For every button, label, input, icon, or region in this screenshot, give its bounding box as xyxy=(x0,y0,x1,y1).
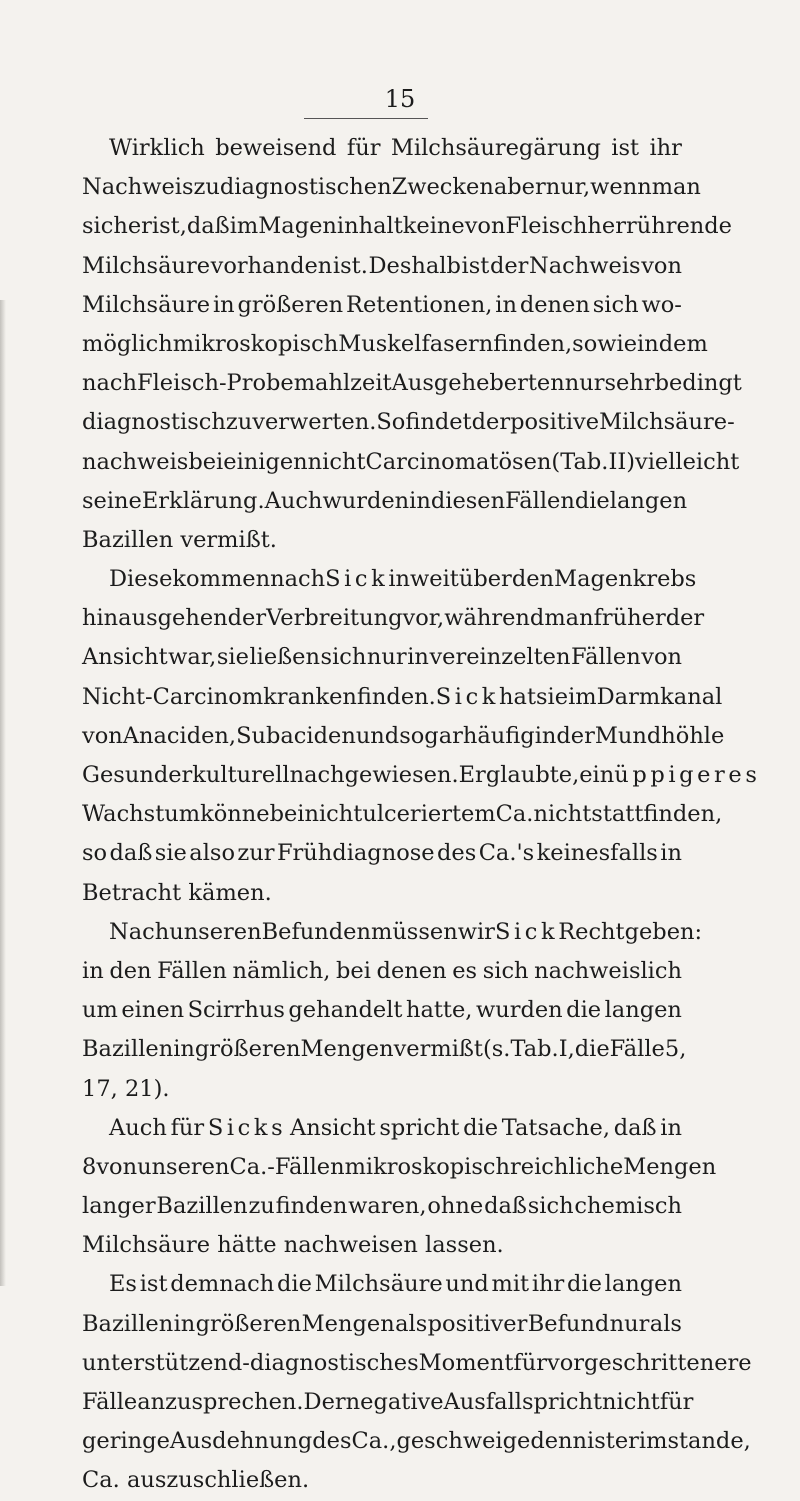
word: nicht xyxy=(307,448,366,475)
word: Sick xyxy=(435,683,500,710)
text-line xyxy=(82,1030,687,1069)
word: Milchsäure xyxy=(82,291,211,318)
word: Mundhöhle xyxy=(594,722,725,749)
word: in xyxy=(173,1036,195,1063)
word: nachweis xyxy=(82,448,189,475)
word: sich xyxy=(527,1193,574,1220)
word: geben: xyxy=(624,918,703,945)
word: vereinzelten xyxy=(429,644,571,671)
word: die xyxy=(566,1271,602,1298)
word: wenn xyxy=(590,174,652,201)
text-line xyxy=(82,560,697,599)
word: hätte xyxy=(217,1232,277,1259)
word: als xyxy=(395,1310,428,1337)
word: Sick xyxy=(494,918,559,945)
text-line xyxy=(82,913,703,952)
text-line xyxy=(82,874,682,913)
word: Recht xyxy=(558,918,625,945)
word: unseren xyxy=(137,1153,230,1180)
word: Nachweis xyxy=(82,174,194,201)
word: gehandelt xyxy=(288,997,403,1024)
word: einen xyxy=(121,997,185,1024)
word: diagnostischen xyxy=(219,174,392,201)
word: müssen xyxy=(370,918,458,945)
word: ulceriertem xyxy=(362,801,496,828)
word: Verbreitung xyxy=(266,605,403,632)
word: kämen. xyxy=(188,879,272,906)
word: zu xyxy=(248,1193,275,1220)
word: Milchsäure xyxy=(314,1271,443,1298)
word: um xyxy=(82,997,118,1024)
text-line xyxy=(82,403,735,442)
word: vielleicht xyxy=(635,448,740,475)
word: sie xyxy=(154,840,187,867)
word: sie xyxy=(216,644,249,671)
word: Tatsache, xyxy=(501,1114,610,1141)
word: üppigeres xyxy=(614,762,761,788)
body-text xyxy=(82,129,761,1501)
word: ist xyxy=(587,1428,615,1455)
word: nicht xyxy=(533,801,592,828)
word: im xyxy=(229,213,259,240)
word: Retentionen, xyxy=(346,291,493,318)
word: Ansicht xyxy=(82,644,168,671)
word: denn xyxy=(530,1428,588,1455)
word: verwerten. xyxy=(252,409,377,436)
word: daß xyxy=(186,213,230,240)
word: sich xyxy=(592,291,639,318)
word: Diese xyxy=(109,566,173,593)
word: finden, xyxy=(493,330,573,357)
word: Sicks xyxy=(207,1114,287,1141)
word: zu xyxy=(193,174,220,201)
word: nach xyxy=(270,566,326,593)
word: nachweisen xyxy=(283,1232,418,1259)
word: nicht xyxy=(602,1389,660,1415)
word: nachweislich xyxy=(534,957,682,984)
word: Ca. xyxy=(495,801,534,828)
text-line xyxy=(82,1461,682,1500)
word: zur xyxy=(237,840,275,867)
word: hinausgehender xyxy=(82,605,267,632)
word: bei xyxy=(336,957,371,984)
word: geschweige xyxy=(396,1428,531,1455)
word: Milchsäure- xyxy=(599,409,735,436)
word: hat xyxy=(499,683,536,710)
word: chemisch xyxy=(574,1193,682,1220)
word: die xyxy=(566,997,602,1024)
word: geringe xyxy=(82,1428,170,1455)
word: sich xyxy=(320,644,367,671)
word: Bazillen xyxy=(82,1036,174,1063)
word: spricht xyxy=(521,1389,603,1415)
word: Fälle xyxy=(82,1389,138,1415)
header-rule xyxy=(304,118,428,119)
word: vorhanden xyxy=(210,252,333,279)
text-line xyxy=(82,1109,682,1148)
word: in xyxy=(637,330,659,357)
word: langer xyxy=(82,1193,156,1220)
word: Gesunder xyxy=(82,762,193,788)
word: ist xyxy=(461,252,490,279)
word: größeren xyxy=(195,1310,302,1337)
word: kommen xyxy=(172,566,271,593)
word: vermißt xyxy=(393,1036,483,1063)
word: denen xyxy=(376,957,447,984)
word: Der xyxy=(303,1389,346,1415)
word: (s. xyxy=(482,1036,511,1063)
word: sich xyxy=(482,957,529,984)
text-line xyxy=(82,364,742,403)
text-line xyxy=(82,1344,752,1383)
word: Ausfall xyxy=(443,1389,522,1415)
word: Sick xyxy=(325,566,389,593)
word: möglich xyxy=(82,330,173,357)
word: negative xyxy=(345,1389,444,1415)
word: in xyxy=(660,840,682,867)
word: früher xyxy=(593,605,666,632)
text-line xyxy=(82,795,723,834)
word: Ansicht xyxy=(289,1114,376,1141)
word: Zwecken xyxy=(391,174,494,201)
word: beweisend xyxy=(215,135,337,161)
word: Ca.'s xyxy=(478,840,535,867)
word: sehr xyxy=(604,370,655,397)
word: Carcinomatösen xyxy=(365,448,552,475)
word: ist xyxy=(139,1271,168,1298)
word: nur xyxy=(366,644,407,671)
word: weit xyxy=(410,566,459,593)
word: Befund xyxy=(527,1310,610,1337)
word: seine xyxy=(82,487,142,514)
text-line xyxy=(82,521,682,560)
word: Fleisch xyxy=(505,213,588,240)
word: Ca. xyxy=(82,1467,120,1494)
word: Milchsäuregärung xyxy=(390,135,601,161)
text-line xyxy=(82,599,705,638)
word: die xyxy=(574,1036,610,1063)
word: für xyxy=(346,135,381,161)
word: bei xyxy=(269,801,305,828)
word: sie xyxy=(536,683,569,710)
text-line xyxy=(82,1305,682,1344)
word: reichliche xyxy=(510,1153,624,1180)
word: auszuschließen. xyxy=(126,1467,310,1494)
word: in xyxy=(409,487,431,514)
word: herrührende xyxy=(587,213,733,240)
word: sowie xyxy=(572,330,638,357)
word: mikroskopisch xyxy=(172,330,339,357)
word: man xyxy=(651,174,701,201)
word: also xyxy=(189,840,235,867)
word: Mageninhalt xyxy=(258,213,403,240)
word: er xyxy=(614,1428,639,1455)
word: keine xyxy=(402,213,465,240)
text-line xyxy=(82,1187,682,1226)
word: diesen xyxy=(430,487,506,514)
page-edge-shadow xyxy=(0,300,6,1286)
word: vorgeschrittenere xyxy=(546,1349,752,1376)
word: Wachstum xyxy=(82,801,201,828)
word: bei xyxy=(188,448,224,475)
word: zu xyxy=(225,409,253,436)
word: Befunden xyxy=(261,918,371,945)
page-number: 15 xyxy=(384,85,416,113)
word: den xyxy=(109,957,152,984)
word: Magenkrebs xyxy=(554,566,697,593)
word: langen xyxy=(604,997,682,1024)
word: in xyxy=(660,1114,682,1141)
word: Milchsäure xyxy=(82,1232,211,1259)
word: für xyxy=(170,1114,205,1141)
word: für xyxy=(513,1349,547,1376)
word: der xyxy=(556,722,595,749)
word: Wirklich xyxy=(109,135,205,161)
word: des xyxy=(437,840,477,867)
word: Bazillen xyxy=(156,1193,248,1220)
text-line xyxy=(82,247,682,286)
word: die xyxy=(463,1114,499,1141)
word: lassen. xyxy=(425,1232,504,1259)
word: wurden xyxy=(475,997,563,1024)
word: im xyxy=(568,683,597,710)
word: Fällen xyxy=(571,644,641,671)
word: vermißt. xyxy=(180,526,277,553)
word: Deshalb xyxy=(368,252,461,279)
word: der xyxy=(489,252,529,279)
word: finden xyxy=(275,1193,348,1220)
word: ohne xyxy=(427,1193,484,1220)
word: Subaciden xyxy=(236,722,356,749)
word: sogar xyxy=(399,722,463,749)
text-line xyxy=(82,678,723,717)
word: nur, xyxy=(545,174,591,201)
word: Mengen xyxy=(301,1310,395,1337)
text-line xyxy=(82,168,701,207)
word: ein xyxy=(579,762,615,788)
word: II) xyxy=(608,448,635,475)
word: Fällen xyxy=(505,487,575,514)
word: könne xyxy=(200,801,270,828)
word: von xyxy=(641,252,682,279)
word: Fälle xyxy=(609,1036,665,1063)
word: stattfinden, xyxy=(591,801,723,828)
word: so xyxy=(82,840,108,867)
text-line xyxy=(82,1265,682,1304)
word: unseren xyxy=(169,918,262,945)
word: während xyxy=(444,605,545,632)
word: häufig xyxy=(462,722,535,749)
word: unterstützend-diagnostisches xyxy=(82,1349,419,1376)
text-line xyxy=(82,717,725,756)
text-line xyxy=(82,952,682,991)
word: Scirrhus xyxy=(187,997,285,1024)
word: in xyxy=(388,566,411,593)
word: von xyxy=(96,1153,138,1180)
text-line xyxy=(82,1383,694,1422)
text-line xyxy=(82,325,708,364)
word: kulturell xyxy=(192,762,290,788)
word: ihr xyxy=(531,1271,565,1298)
word: 17, xyxy=(82,1075,118,1102)
word: bedingt xyxy=(654,370,742,397)
word: finden. xyxy=(356,683,436,710)
word: imstande, xyxy=(638,1428,751,1455)
word: war, xyxy=(168,644,217,671)
word: in xyxy=(173,1310,196,1337)
word: ließen xyxy=(249,644,320,671)
word: glaubte, xyxy=(485,762,580,788)
word: ist. xyxy=(332,252,368,279)
word: über xyxy=(458,566,512,593)
text-line xyxy=(82,991,682,1030)
word: und xyxy=(355,722,400,749)
word: nämlich, xyxy=(232,957,331,984)
text-line xyxy=(82,207,733,246)
text-line xyxy=(82,443,740,482)
word: Nach xyxy=(109,918,170,945)
word: Auch xyxy=(109,1114,167,1141)
word: Nachweis xyxy=(529,252,641,279)
text-line xyxy=(82,1070,682,1109)
word: wurden xyxy=(322,487,410,514)
word: Nicht-Carcinomkranken xyxy=(82,683,357,710)
word: in xyxy=(212,291,235,318)
word: findet xyxy=(405,409,472,436)
word: Milchsäure xyxy=(82,252,211,279)
word: Mengen xyxy=(300,1036,394,1063)
word: aber xyxy=(493,174,546,201)
word: dem xyxy=(658,330,708,357)
word: denen xyxy=(519,291,590,318)
word: des xyxy=(312,1428,352,1455)
text-line xyxy=(82,1148,717,1187)
word: langen xyxy=(609,487,688,514)
word: daß xyxy=(613,1114,657,1141)
word: Frühdiagnose xyxy=(276,840,435,867)
word: als xyxy=(649,1310,682,1337)
word: Betracht xyxy=(82,879,182,906)
word: Moment xyxy=(418,1349,514,1376)
text-line xyxy=(82,834,682,873)
word: in xyxy=(82,957,104,984)
word: von xyxy=(82,722,123,749)
word: Er xyxy=(458,762,486,788)
word: anzusprechen. xyxy=(137,1389,304,1415)
word: nach xyxy=(82,370,137,397)
word: vor, xyxy=(402,605,445,632)
word: daß xyxy=(109,840,153,867)
word: 21). xyxy=(124,1075,170,1102)
word: langen xyxy=(604,1271,682,1298)
word: sicher xyxy=(82,213,152,240)
word: demnach xyxy=(170,1271,275,1298)
word: mikroskopisch xyxy=(344,1153,511,1180)
word: der xyxy=(665,605,705,632)
word: Es xyxy=(109,1271,137,1298)
word: Fleisch-Probemahlzeit xyxy=(137,370,392,397)
word: von xyxy=(464,213,506,240)
text-line xyxy=(82,638,682,677)
word: So xyxy=(376,409,406,436)
word: von xyxy=(641,644,682,671)
word: einigen xyxy=(223,448,308,475)
word: I, xyxy=(558,1036,575,1063)
text-line xyxy=(82,756,761,795)
word: in xyxy=(407,644,429,671)
text-line xyxy=(82,286,682,325)
word: wir xyxy=(457,918,495,945)
word: 5, xyxy=(664,1036,687,1063)
text-line xyxy=(82,1422,751,1461)
word: wo- xyxy=(641,291,682,318)
word: hatte, xyxy=(405,997,473,1024)
word: diagnostisch xyxy=(82,409,226,436)
text-line xyxy=(82,1226,682,1265)
word: Bazillen xyxy=(82,526,174,553)
word: in xyxy=(534,722,557,749)
word: Ausdehnung xyxy=(169,1428,313,1455)
word: Darmkanal xyxy=(596,683,723,710)
word: Ca.-Fällen xyxy=(229,1153,345,1180)
text-line xyxy=(82,482,688,521)
word: Anaciden, xyxy=(122,722,237,749)
word: in xyxy=(495,291,517,318)
word: daß xyxy=(484,1193,527,1220)
word: die xyxy=(574,487,610,514)
word: Bazillen xyxy=(82,1310,174,1337)
word: spricht xyxy=(379,1114,460,1141)
word: keinesfalls xyxy=(536,840,658,867)
word: nicht xyxy=(304,801,363,828)
word: ist xyxy=(611,135,640,161)
word: größeren xyxy=(237,291,344,318)
word: größeren xyxy=(194,1036,301,1063)
word: nur xyxy=(609,1310,650,1337)
word: die xyxy=(277,1271,312,1298)
word: Erklärung. xyxy=(141,487,265,514)
word: Mengen xyxy=(623,1153,717,1180)
word: nur xyxy=(564,370,605,397)
word: Fällen xyxy=(157,957,227,984)
word: und xyxy=(445,1271,489,1298)
word: Ausgeheberten xyxy=(391,370,565,397)
word: der xyxy=(471,409,511,436)
word: nachgewiesen. xyxy=(289,762,459,788)
word: 8 xyxy=(82,1153,97,1180)
word: Ca., xyxy=(351,1428,397,1455)
word: mit xyxy=(491,1271,530,1298)
word: ihr xyxy=(649,135,682,161)
word: Muskelfasern xyxy=(338,330,494,357)
word: positiver xyxy=(427,1310,528,1337)
word: den xyxy=(511,566,555,593)
word: Auch xyxy=(264,487,323,514)
word: man xyxy=(544,605,594,632)
word: es xyxy=(452,957,478,984)
word: positive xyxy=(510,409,600,436)
word: waren, xyxy=(348,1193,427,1220)
word: Tab. xyxy=(510,1036,559,1063)
text-line xyxy=(82,129,682,168)
word: ist, xyxy=(151,213,187,240)
word: (Tab. xyxy=(551,448,609,475)
word: für xyxy=(659,1389,694,1415)
